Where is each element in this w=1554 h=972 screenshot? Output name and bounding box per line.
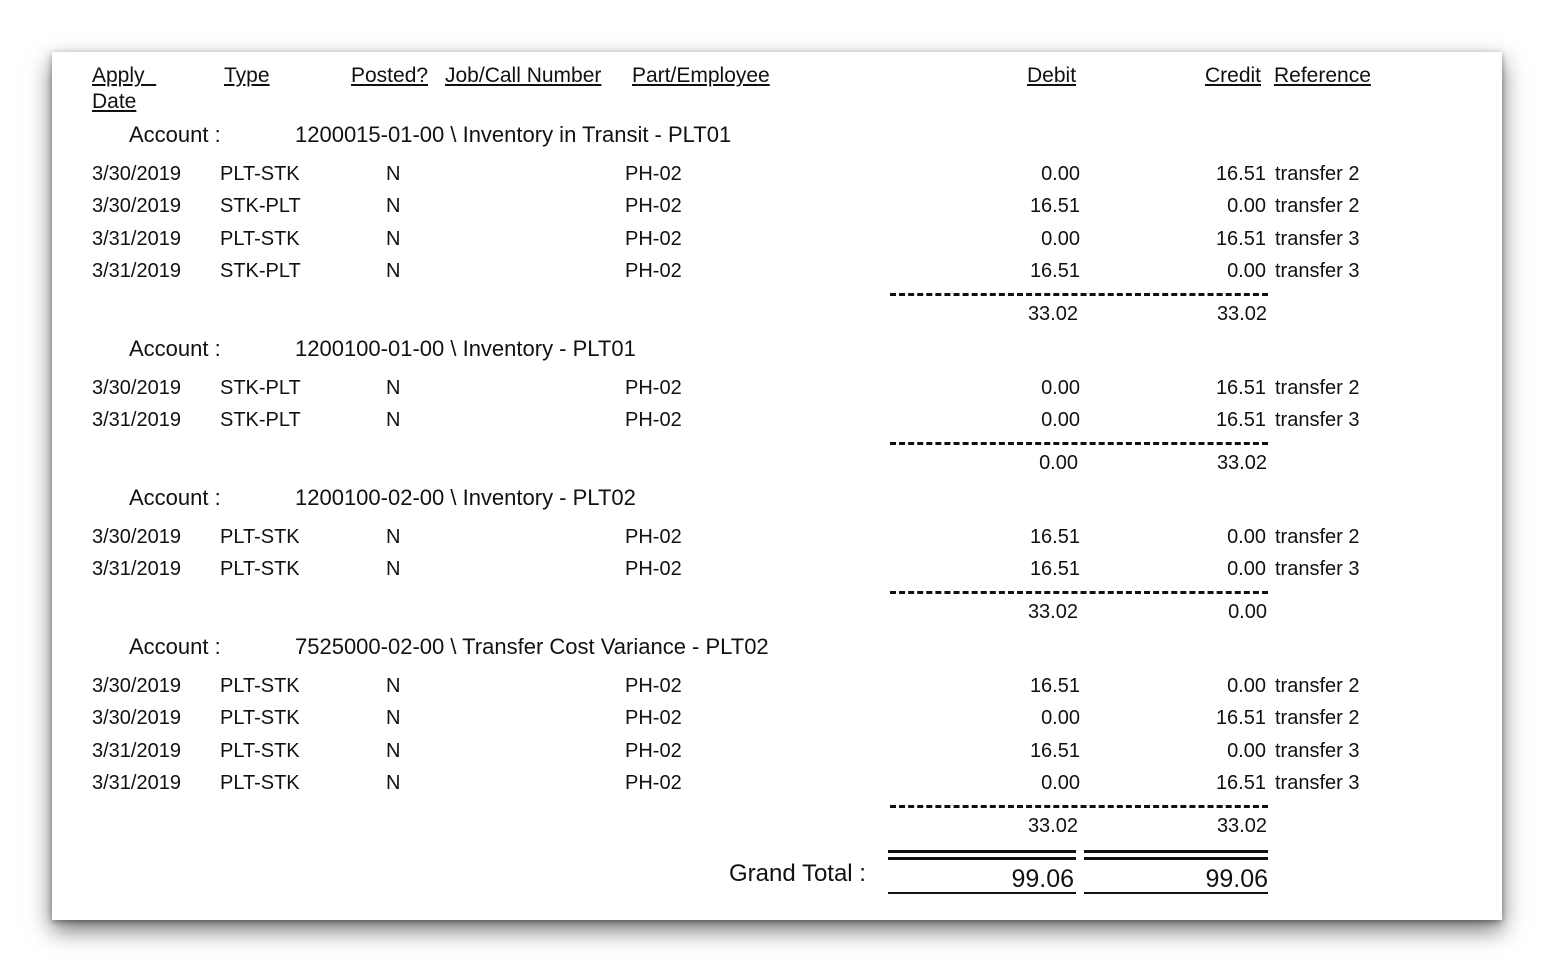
row-posted: N: [386, 227, 401, 250]
row-debit: 16.51: [1029, 675, 1080, 697]
row-reference: transfer 3: [1275, 558, 1360, 581]
row-posted: N: [386, 558, 401, 581]
row-date: 3/30/2019: [92, 163, 181, 185]
row-credit: 0.00: [1227, 260, 1266, 283]
row-type: STK-PLT: [220, 409, 301, 432]
subtotal-debit: 33.02: [1027, 601, 1078, 624]
grand-total-label: Grand Total :: [729, 860, 866, 887]
row-part: PH-02: [625, 707, 682, 730]
row-reference: transfer 2: [1275, 526, 1360, 548]
subtotal-debit: 33.02: [1027, 815, 1078, 838]
row-posted: N: [386, 675, 401, 697]
row-date: 3/31/2019: [92, 409, 181, 432]
row-reference: transfer 2: [1275, 163, 1360, 185]
row-debit: 16.51: [1029, 195, 1080, 218]
account-name: 1200015-01-00 \ Inventory in Transit - PLT01: [295, 122, 732, 147]
row-credit: 16.51: [1215, 163, 1266, 185]
row-date: 3/30/2019: [92, 707, 181, 730]
row-part: PH-02: [625, 227, 682, 250]
grand-total-debit-double-rule: [888, 850, 1076, 860]
row-type: PLT-STK: [220, 163, 300, 185]
header-apply-date-line2: Date: [92, 90, 137, 113]
row-debit: 16.51: [1029, 260, 1080, 283]
subtotal-credit: 33.02: [1216, 815, 1267, 838]
subtotal-credit: 33.02: [1216, 452, 1267, 475]
row-part: PH-02: [625, 772, 682, 795]
account-name: 7525000-02-00 \ Transfer Cost Variance - PLT02: [295, 634, 769, 659]
row-credit: 0.00: [1227, 675, 1266, 697]
row-type: PLT-STK: [220, 558, 300, 581]
row-part: PH-02: [625, 195, 682, 218]
row-posted: N: [386, 260, 401, 283]
row-debit: 0.00: [1041, 377, 1080, 399]
row-date: 3/30/2019: [92, 377, 181, 399]
row-reference: transfer 2: [1275, 675, 1360, 697]
grand-total-credit-underline: [1084, 892, 1268, 894]
row-posted: N: [386, 377, 401, 399]
account-label: Account :: [129, 485, 221, 510]
row-reference: transfer 2: [1275, 707, 1360, 730]
report-sheet: [52, 52, 1502, 920]
row-posted: N: [386, 772, 401, 795]
row-date: 3/30/2019: [92, 675, 181, 697]
row-part: PH-02: [625, 409, 682, 432]
header-credit: Credit: [1205, 64, 1262, 87]
row-type: STK-PLT: [220, 377, 301, 399]
row-date: 3/30/2019: [92, 526, 181, 548]
subtotal-credit: 33.02: [1216, 303, 1267, 326]
header-apply-date-line1: Apply: [92, 64, 145, 87]
header-type: Type: [224, 64, 270, 87]
row-reference: transfer 3: [1275, 739, 1360, 762]
row-debit: 0.00: [1041, 772, 1080, 795]
row-credit: 16.51: [1215, 227, 1266, 250]
header-debit: Debit: [1027, 64, 1077, 87]
row-debit: 0.00: [1041, 163, 1080, 185]
row-credit: 16.51: [1215, 772, 1266, 795]
row-credit: 0.00: [1227, 558, 1266, 581]
row-debit: 0.00: [1041, 707, 1080, 730]
row-reference: transfer 3: [1275, 260, 1360, 283]
row-reference: transfer 3: [1275, 227, 1360, 250]
row-type: PLT-STK: [220, 707, 300, 730]
row-type: PLT-STK: [220, 772, 300, 795]
row-debit: 16.51: [1029, 739, 1080, 762]
row-date: 3/31/2019: [92, 739, 181, 762]
row-type: PLT-STK: [220, 739, 300, 762]
row-posted: N: [386, 526, 401, 548]
grand-total-debit: 99.06: [1011, 865, 1074, 893]
row-part: PH-02: [625, 558, 682, 581]
account-label: Account :: [129, 634, 221, 659]
account-name: 1200100-02-00 \ Inventory - PLT02: [295, 485, 636, 510]
header-job-call-number: Job/Call Number: [445, 64, 602, 87]
row-credit: 0.00: [1227, 195, 1266, 218]
row-type: STK-PLT: [220, 260, 301, 283]
row-part: PH-02: [625, 163, 682, 185]
grand-total-debit-underline: [888, 892, 1076, 894]
row-reference: transfer 2: [1275, 195, 1360, 218]
row-type: STK-PLT: [220, 195, 301, 218]
account-name: 1200100-01-00 \ Inventory - PLT01: [295, 336, 636, 361]
row-debit: 0.00: [1041, 227, 1080, 250]
row-type: PLT-STK: [220, 675, 300, 697]
header-apply-date: [92, 63, 156, 115]
row-reference: transfer 2: [1275, 377, 1360, 399]
row-posted: N: [386, 707, 401, 730]
row-date: 3/30/2019: [92, 195, 181, 218]
row-part: PH-02: [625, 675, 682, 697]
account-label: Account :: [129, 336, 221, 361]
row-part: PH-02: [625, 377, 682, 399]
row-posted: N: [386, 195, 401, 218]
row-reference: transfer 3: [1275, 409, 1360, 432]
row-date: 3/31/2019: [92, 558, 181, 581]
row-reference: transfer 3: [1275, 772, 1360, 795]
row-credit: 0.00: [1227, 526, 1266, 548]
row-part: PH-02: [625, 526, 682, 548]
row-credit: 16.51: [1215, 377, 1266, 399]
row-posted: N: [386, 739, 401, 762]
account-label: Account :: [129, 122, 221, 147]
grand-total-credit-double-rule: [1084, 850, 1268, 860]
row-posted: N: [386, 409, 401, 432]
row-date: 3/31/2019: [92, 772, 181, 795]
header-reference: Reference: [1274, 64, 1371, 87]
row-credit: 16.51: [1215, 707, 1266, 730]
row-posted: N: [386, 163, 401, 185]
subtotal-credit: 0.00: [1228, 601, 1267, 624]
row-date: 3/31/2019: [92, 227, 181, 250]
row-date: 3/31/2019: [92, 260, 181, 283]
subtotal-debit: 33.02: [1027, 303, 1078, 326]
subtotal-dashed-rule: [890, 805, 1268, 808]
subtotal-debit: 0.00: [1039, 452, 1078, 475]
subtotal-dashed-rule: [890, 591, 1268, 594]
row-part: PH-02: [625, 260, 682, 283]
grand-total-credit: 99.06: [1205, 865, 1268, 893]
subtotal-dashed-rule: [890, 293, 1268, 296]
row-part: PH-02: [625, 739, 682, 762]
header-part-employee: Part/Employee: [632, 64, 770, 87]
row-debit: 16.51: [1029, 526, 1080, 548]
row-debit: 0.00: [1041, 409, 1080, 432]
row-credit: 0.00: [1227, 739, 1266, 762]
row-type: PLT-STK: [220, 227, 300, 250]
row-type: PLT-STK: [220, 526, 300, 548]
subtotal-dashed-rule: [890, 442, 1268, 445]
header-posted: Posted?: [351, 64, 429, 87]
row-debit: 16.51: [1029, 558, 1080, 581]
row-credit: 16.51: [1215, 409, 1266, 432]
